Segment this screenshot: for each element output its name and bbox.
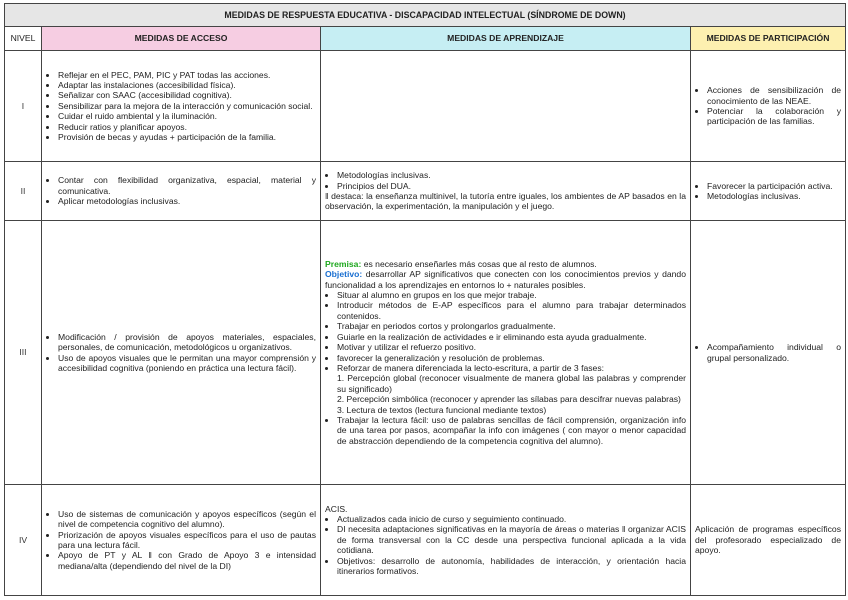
list-item: • Reflejar en el PEC, PAM, PIC y PAT todas las acciones. xyxy=(58,70,316,80)
header-row xyxy=(5,27,846,51)
list-item: • Situar al alumno en grupos en los que mejor trabaje. xyxy=(337,290,686,300)
list-item: • Adaptar las instalaciones (accesibilidad física). xyxy=(58,80,316,90)
table-row xyxy=(5,485,846,596)
list-item: • DI necesita adaptaciones significativas en la mayoría de áreas o materias ‖ organizar ACIS de forma transversal con la CC desde una perspectiva funcional aplicada a la vida cotidiana. xyxy=(337,524,686,555)
participacion-cell xyxy=(691,221,846,485)
list-item: • Modificación / provisión de apoyos materiales, espaciales, personales, de comunicación, metodológicos u organizativos. xyxy=(58,332,316,353)
list-item: • Trabajar la lectura fácil: uso de palabras sencillas de fácil comprensión, organización info de una tarea por pasos, acompañar la info con imágenes ( con mayor o menor capacidad de abstracción dependiendo de la competencia cognitiva del alumno). xyxy=(337,415,686,446)
aprendizaje-cell xyxy=(321,485,691,596)
nivel-cell: II xyxy=(5,162,42,221)
list-item: • Contar con flexibilidad organizativa, espacial, material y comunicativa. xyxy=(58,175,316,196)
list-item: • Sensibilizar para la mejora de la interacción y comunicación social. xyxy=(58,101,316,111)
nivel-cell: IV xyxy=(5,485,42,596)
aprendizaje-cell xyxy=(321,221,691,485)
participacion-cell xyxy=(691,162,846,221)
header-participacion: MEDIDAS DE PARTICIPACIÓN xyxy=(691,27,846,51)
participacion-cell xyxy=(691,51,846,162)
participacion-cell: Aplicación de programas específicos del profesorado especializado de apoyo. xyxy=(691,485,846,596)
list-item: • Guiarle en la realización de actividades e ir eliminando esta ayuda gradualmente. xyxy=(337,332,686,342)
table-title: MEDIDAS DE RESPUESTA EDUCATIVA - DISCAPACIDAD INTELECTUAL (SÍNDROME DE DOWN) xyxy=(5,4,846,27)
list-item: • Introducir métodos de E-AP específicos para el alumno para trabajar determinados contenidos. xyxy=(337,300,686,321)
header-nivel: NIVEL xyxy=(5,27,42,51)
list-item: • Acciones de sensibilización de conocimiento de las NEAE. xyxy=(707,85,841,106)
table-row xyxy=(5,221,846,485)
fase-item: 3. Lectura de textos (lectura funcional mediante textos) xyxy=(337,404,547,415)
list-item: • Objetivos: desarrollo de autonomía, habilidades de interacción, y orientación hacia itinerarios formativos. xyxy=(337,556,686,577)
list-item: • Apoyo de PT y AL ‖ con Grado de Apoyo 3 e intensidad mediana/alta (dependiendo del nivel de la DI) xyxy=(58,550,316,571)
acceso-cell xyxy=(42,485,321,596)
fase-item: 1. Percepción global (reconocer visualmente de manera global las palabras y comprender su significado) xyxy=(337,373,686,394)
aprendizaje-cell xyxy=(321,162,691,221)
response-measures-table xyxy=(4,3,846,596)
aprendizaje-note: ‖ destaca: la enseñanza multinivel, la tutoría entre iguales, los ambientes de AP basados en la observación, la experimentación, la manipulación y el juego. xyxy=(325,191,686,212)
list-item: • Metodologías inclusivas. xyxy=(707,191,841,201)
list-item: • Trabajar en periodos cortos y prolongarlos gradualmente. xyxy=(337,321,686,331)
nivel-cell: III xyxy=(5,221,42,485)
nivel-cell: I xyxy=(5,51,42,162)
acis-intro: ACIS. xyxy=(325,503,348,514)
header-acceso: MEDIDAS DE ACCESO xyxy=(42,27,321,51)
list-item: • Favorecer la participación activa. xyxy=(707,181,841,191)
aprendizaje-cell xyxy=(321,51,691,162)
title-row xyxy=(5,4,846,27)
table-row xyxy=(5,51,846,162)
list-item: • Actualizados cada inicio de curso y seguimiento continuado. xyxy=(337,514,686,524)
premisa-text: es necesario enseñarles más cosas que al resto de alumnos. xyxy=(361,258,597,269)
table-row xyxy=(5,162,846,221)
list-item: • Provisión de becas y ayudas + participación de la familia. xyxy=(58,132,316,142)
premisa-line xyxy=(325,259,686,269)
list-item: • Uso de sistemas de comunicación y apoyos específicos (según el nivel de competencia cognitivo del alumno). xyxy=(58,509,316,530)
list-item: • Uso de apoyos visuales que le permitan una mayor comprensión y accesibilidad cognitiva (poniendo en práctica una lectura fácil). xyxy=(58,353,316,374)
list-item: • Reducir ratios y planificar apoyos. xyxy=(58,122,316,132)
fase-item: 2. Percepción simbólica (reconocer y aprender las sílabas para descifrar nuevas palabras) xyxy=(337,394,681,405)
objetivo-text: desarrollar AP significativos que conecten con los conocimientos previos y dando funcionalidad a los aprendizajes en entornos lo + naturales posibles. xyxy=(325,269,686,290)
acceso-cell xyxy=(42,162,321,221)
list-item: • Motivar y utilizar el refuerzo positivo. xyxy=(337,342,686,352)
premisa-label: Premisa: xyxy=(325,258,362,269)
header-aprendizaje: MEDIDAS DE APRENDIZAJE xyxy=(321,27,691,51)
list-item: • Principios del DUA. xyxy=(337,181,686,191)
list-item: • Señalizar con SAAC (accesibilidad cognitiva). xyxy=(58,90,316,100)
list-item: • Reforzar de manera diferenciada la lecto-escritura, a partir de 3 fases: xyxy=(337,363,686,373)
objetivo-label: Objetivo: xyxy=(325,269,363,280)
acceso-cell xyxy=(42,221,321,485)
list-item: • Metodologías inclusivas. xyxy=(337,170,686,180)
acceso-cell xyxy=(42,51,321,162)
list-item: • Priorización de apoyos visuales específicos para el uso de pautas para una lectura fácil. xyxy=(58,530,316,551)
list-item: • Potenciar la colaboración y participación de las familias. xyxy=(707,106,841,127)
list-item: • Acompañamiento individual o grupal personalizado. xyxy=(707,342,841,363)
objetivo-line xyxy=(325,269,686,290)
list-item: • Aplicar metodologías inclusivas. xyxy=(58,196,316,206)
list-item: • favorecer la generalización y resolución de problemas. xyxy=(337,353,686,363)
list-item: • Cuidar el ruido ambiental y la iluminación. xyxy=(58,111,316,121)
